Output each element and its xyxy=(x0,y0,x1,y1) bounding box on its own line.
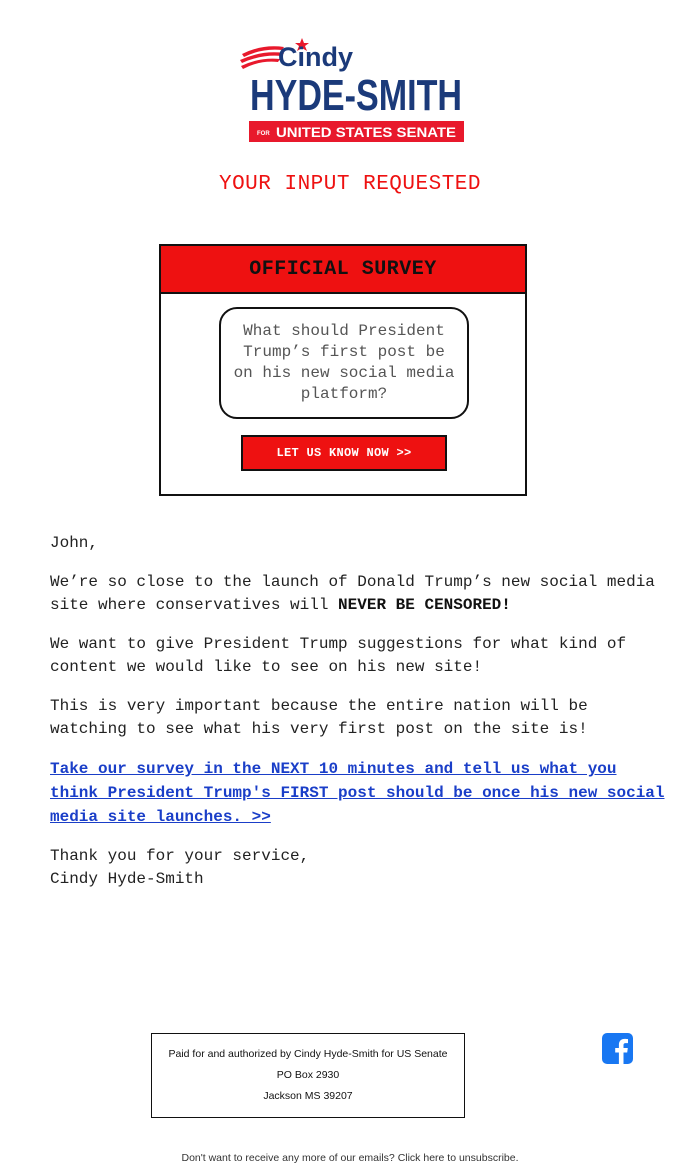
disclaimer-line-2: PO Box 2930 xyxy=(276,1069,340,1081)
logo-first-name: Cindy xyxy=(278,42,354,72)
paragraph-2: We want to give President Trump suggestions for what kind of content we would like to see on his new site! xyxy=(50,635,627,676)
disclaimer-line-3: Jackson MS 39207 xyxy=(263,1090,353,1102)
survey-question: What should President Trump’s first post be on his new social media platform? xyxy=(219,307,469,419)
unsubscribe-link[interactable]: Don't want to receive any more of our emails? Click here to unsubscribe. xyxy=(181,1152,519,1164)
headline: YOUR INPUT REQUESTED xyxy=(218,173,482,196)
logo-banner-text: UNITED STATES SENATE xyxy=(276,124,456,140)
paragraph-1-text: We’re so close to the launch of Donald Trump’s new social media site where conservatives will xyxy=(50,573,655,614)
paragraph-3: This is very important because the entire nation will be watching to see what his very first post on the site is! xyxy=(50,697,588,738)
logo-graphic xyxy=(238,38,468,144)
paragraph-1-emphasis: NEVER BE CENSORED! xyxy=(338,596,511,614)
paid-for-disclaimer xyxy=(151,1033,465,1118)
paragraph-1 xyxy=(50,571,670,617)
signoff-line-2: Cindy Hyde-Smith xyxy=(50,870,204,888)
campaign-logo xyxy=(238,38,468,144)
survey-box xyxy=(159,244,527,496)
logo-last-name: HYDE-SMITH xyxy=(250,71,462,120)
let-us-know-button[interactable]: LET US KNOW NOW >> xyxy=(241,435,447,471)
signoff-line-1: Thank you for your service, xyxy=(50,847,310,865)
disclaimer-line-1: Paid for and authorized by Cindy Hyde-Smith for US Senate xyxy=(168,1048,448,1060)
survey-header: OFFICIAL SURVEY xyxy=(161,246,525,294)
logo-banner-prefix: FOR xyxy=(257,131,270,137)
unsubscribe-note xyxy=(0,1152,700,1164)
facebook-icon[interactable] xyxy=(602,1033,633,1064)
signoff xyxy=(50,845,670,891)
greeting: John, xyxy=(50,534,99,552)
letter-body xyxy=(50,532,670,891)
survey-link[interactable]: Take our survey in the NEXT 10 minutes and tell us what you think President Trump's FIRST post should be once his new social media site launches. >> xyxy=(50,760,665,826)
